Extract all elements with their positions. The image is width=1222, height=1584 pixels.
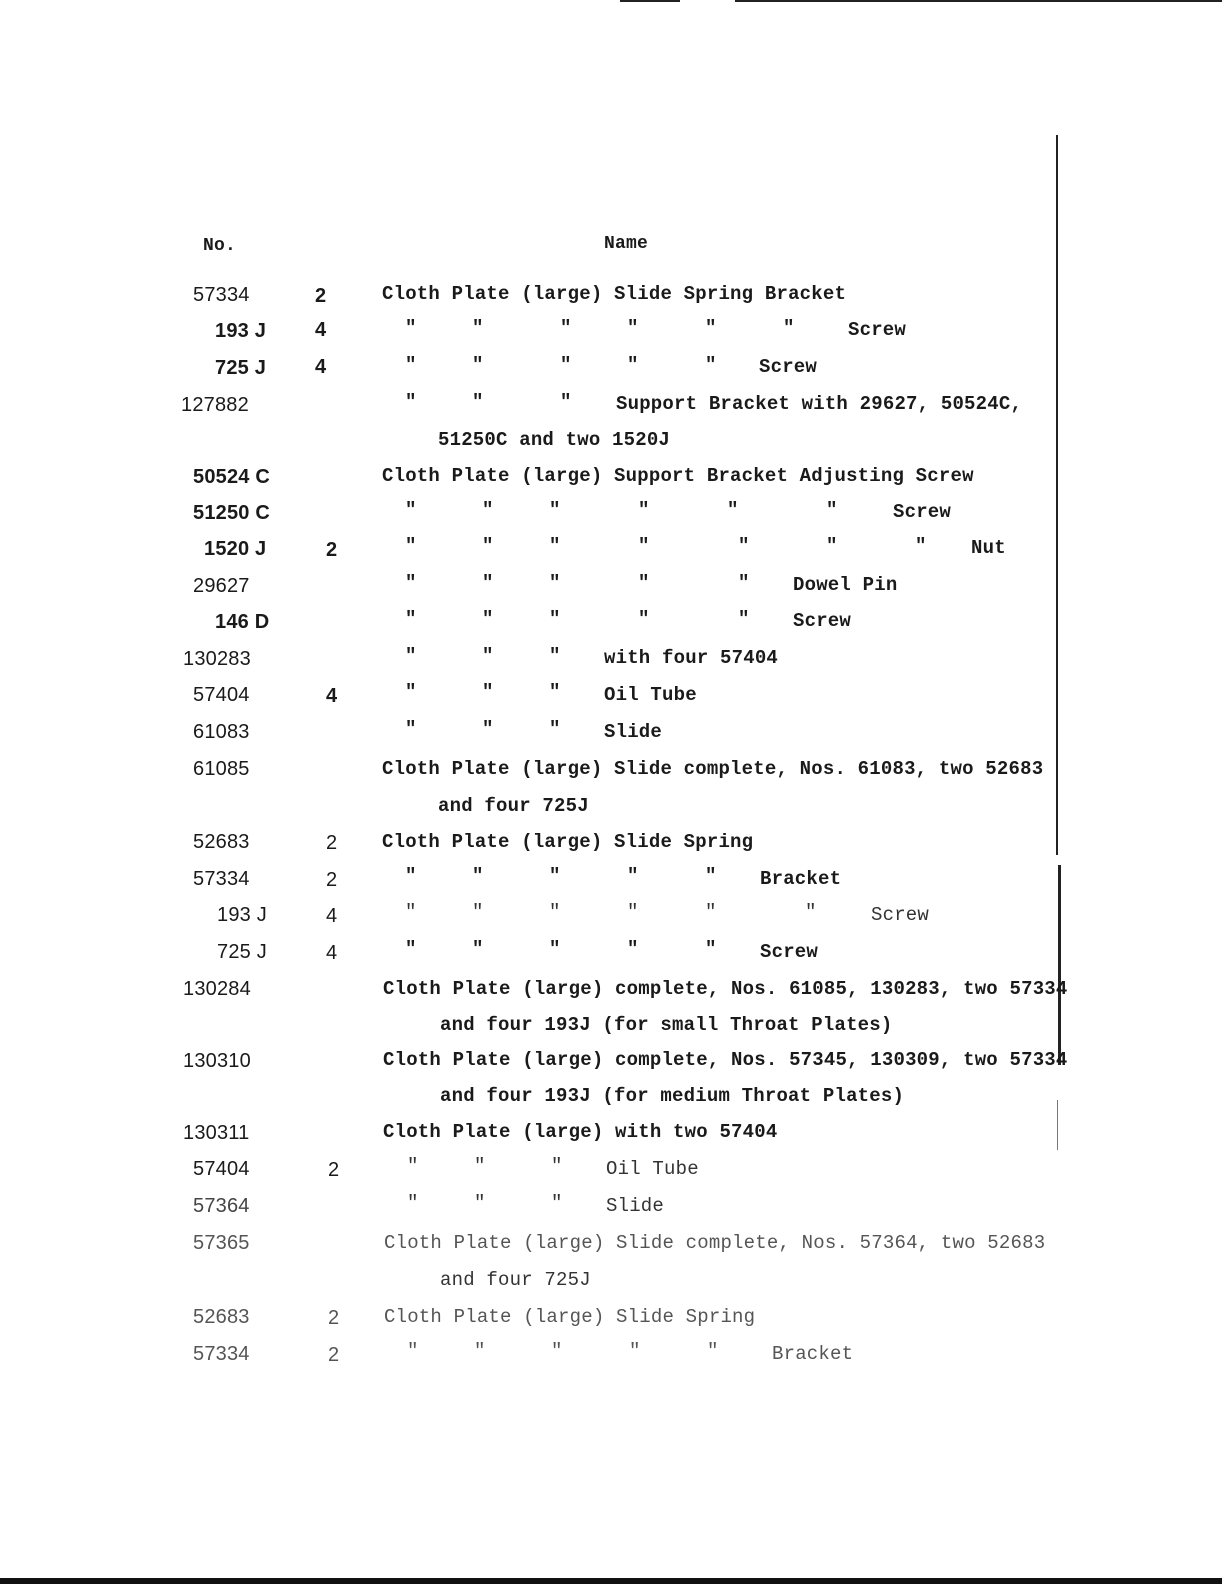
ditto-mark: "	[551, 1192, 563, 1214]
part-name-tail: Screw	[759, 356, 818, 378]
ditto-mark: "	[627, 901, 639, 923]
part-number: 57334	[193, 284, 250, 306]
part-number: 725 J	[217, 941, 267, 963]
part-number: 127882	[181, 394, 249, 416]
ditto-mark: "	[482, 681, 494, 703]
part-number: 57334	[193, 868, 250, 890]
quantity: 2	[328, 1344, 340, 1366]
quantity: 2	[315, 285, 327, 307]
ditto-mark: "	[549, 865, 561, 887]
ditto-mark: "	[549, 938, 561, 960]
part-name: Cloth Plate (large) Slide Spring	[382, 831, 754, 853]
part-number: 29627	[193, 575, 250, 597]
column-header-no: No.	[203, 236, 237, 256]
part-name-tail: Screw	[760, 941, 819, 963]
quantity: 2	[326, 539, 338, 561]
ditto-mark: "	[705, 901, 717, 923]
quantity: 4	[326, 942, 338, 964]
part-number: 57404	[193, 1158, 250, 1180]
part-number: 146 D	[215, 611, 270, 633]
quantity: 2	[326, 832, 338, 854]
ditto-mark: "	[472, 865, 484, 887]
part-name-tail: Screw	[893, 501, 952, 523]
ditto-mark: "	[707, 1340, 719, 1362]
ditto-mark: "	[826, 499, 838, 521]
ditto-mark: "	[482, 535, 494, 557]
part-number: 51250 C	[193, 502, 271, 524]
ditto-mark: "	[405, 317, 417, 339]
ditto-mark: "	[405, 718, 417, 740]
ditto-mark: "	[560, 391, 572, 413]
ditto-mark: "	[474, 1192, 486, 1214]
part-number: 57404	[193, 684, 250, 706]
ditto-mark: "	[549, 572, 561, 594]
quantity: 2	[326, 869, 338, 891]
ditto-mark: "	[407, 1192, 419, 1214]
ditto-mark: "	[783, 317, 795, 339]
ditto-mark: "	[474, 1340, 486, 1362]
ditto-mark: "	[549, 718, 561, 740]
quantity: 4	[326, 905, 338, 927]
quantity: 2	[328, 1307, 340, 1329]
part-name-tail: Nut	[971, 537, 1006, 559]
ditto-mark: "	[738, 572, 750, 594]
ditto-mark: "	[482, 499, 494, 521]
part-name: Cloth Plate (large) Slide Spring	[384, 1306, 756, 1328]
part-name: Cloth Plate (large) Support Bracket Adjusting Screw	[382, 465, 974, 487]
ditto-mark: "	[638, 572, 650, 594]
part-number: 1520 J	[204, 538, 267, 560]
part-number: 57365	[193, 1232, 250, 1254]
ditto-mark: "	[474, 1155, 486, 1177]
part-name-continuation: and four 725J	[440, 1269, 591, 1291]
part-number: 193 J	[215, 320, 267, 342]
part-name-continuation: 51250C and two 1520J	[438, 429, 671, 451]
ditto-mark: "	[727, 499, 739, 521]
ditto-mark: "	[472, 938, 484, 960]
scan-edge-line	[1058, 865, 1061, 1065]
part-name-tail: Bracket	[772, 1343, 854, 1365]
scan-artifact	[0, 1578, 1222, 1584]
ditto-mark: "	[705, 938, 717, 960]
part-name: Cloth Plate (large) complete, Nos. 61085, 130283, two 57334	[383, 978, 1068, 1000]
scan-edge-line	[1056, 135, 1058, 855]
part-name: Cloth Plate (large) Slide complete, Nos. 61083, two 52683	[382, 758, 1044, 780]
quantity: 4	[326, 685, 338, 707]
ditto-mark: "	[405, 681, 417, 703]
ditto-mark: "	[551, 1340, 563, 1362]
ditto-mark: "	[472, 354, 484, 376]
part-number: 57334	[193, 1343, 250, 1365]
scan-artifact	[735, 0, 1222, 2]
part-number: 50524 C	[193, 466, 271, 488]
part-name-tail: Screw	[871, 904, 930, 926]
ditto-mark: "	[638, 608, 650, 630]
ditto-mark: "	[705, 354, 717, 376]
quantity: 2	[328, 1159, 340, 1181]
part-number: 193 J	[217, 904, 267, 926]
ditto-mark: "	[705, 317, 717, 339]
ditto-mark: "	[405, 572, 417, 594]
ditto-mark: "	[560, 317, 572, 339]
ditto-mark: "	[549, 645, 561, 667]
part-name-tail: Dowel Pin	[793, 574, 898, 596]
ditto-mark: "	[549, 499, 561, 521]
ditto-mark: "	[627, 317, 639, 339]
quantity: 4	[315, 356, 327, 378]
part-name: Cloth Plate (large) complete, Nos. 57345, 130309, two 57334	[383, 1049, 1068, 1071]
ditto-mark: "	[705, 865, 717, 887]
scan-edge-line	[1057, 1100, 1058, 1150]
part-name-continuation: and four 193J (for small Throat Plates)	[440, 1014, 893, 1036]
ditto-mark: "	[405, 391, 417, 413]
part-name-tail: Bracket	[760, 868, 842, 890]
part-number: 52683	[193, 1306, 250, 1328]
ditto-mark: "	[407, 1155, 419, 1177]
ditto-mark: "	[405, 354, 417, 376]
column-header-name: Name	[604, 234, 649, 254]
ditto-mark: "	[738, 535, 750, 557]
part-number: 61083	[193, 721, 250, 743]
ditto-mark: "	[629, 1340, 641, 1362]
ditto-mark: "	[549, 901, 561, 923]
ditto-mark: "	[405, 938, 417, 960]
part-number: 130311	[183, 1122, 250, 1144]
part-name-tail: Slide	[604, 721, 663, 743]
part-name-tail: Screw	[793, 610, 852, 632]
ditto-mark: "	[482, 608, 494, 630]
ditto-mark: "	[405, 499, 417, 521]
part-name-tail: Screw	[848, 319, 907, 341]
ditto-mark: "	[549, 681, 561, 703]
ditto-mark: "	[405, 608, 417, 630]
part-name-tail: with four 57404	[604, 647, 779, 669]
ditto-mark: "	[915, 535, 927, 557]
part-name: Cloth Plate (large) with two 57404	[383, 1121, 778, 1143]
ditto-mark: "	[638, 535, 650, 557]
ditto-mark: "	[826, 535, 838, 557]
ditto-mark: "	[407, 1340, 419, 1362]
part-number: 57364	[193, 1195, 250, 1217]
ditto-mark: "	[472, 391, 484, 413]
part-number: 725 J	[215, 357, 267, 379]
part-number: 52683	[193, 831, 250, 853]
ditto-mark: "	[549, 535, 561, 557]
part-name-tail: Oil Tube	[606, 1158, 699, 1180]
part-name: Cloth Plate (large) Slide Spring Bracket	[382, 283, 847, 305]
part-number: 130283	[183, 648, 251, 670]
ditto-mark: "	[472, 901, 484, 923]
scan-artifact	[620, 0, 680, 2]
ditto-mark: "	[551, 1155, 563, 1177]
ditto-mark: "	[627, 865, 639, 887]
ditto-mark: "	[638, 499, 650, 521]
ditto-mark: "	[627, 354, 639, 376]
ditto-mark: "	[482, 645, 494, 667]
ditto-mark: "	[627, 938, 639, 960]
quantity: 4	[315, 319, 327, 341]
ditto-mark: "	[405, 901, 417, 923]
ditto-mark: "	[405, 865, 417, 887]
ditto-mark: "	[805, 901, 817, 923]
ditto-mark: "	[738, 608, 750, 630]
ditto-mark: "	[560, 354, 572, 376]
ditto-mark: "	[549, 608, 561, 630]
ditto-mark: "	[405, 535, 417, 557]
part-number: 61085	[193, 758, 250, 780]
ditto-mark: "	[482, 718, 494, 740]
ditto-mark: "	[482, 572, 494, 594]
ditto-mark: "	[472, 317, 484, 339]
part-name-tail: Oil Tube	[604, 684, 697, 706]
part-name: Cloth Plate (large) Slide complete, Nos. 57364, two 52683	[384, 1232, 1046, 1254]
ditto-mark: "	[405, 645, 417, 667]
part-name-tail: Support Bracket with 29627, 50524C,	[616, 393, 1023, 415]
part-number: 130284	[183, 978, 251, 1000]
part-name-continuation: and four 725J	[438, 795, 589, 817]
part-name-tail: Slide	[606, 1195, 665, 1217]
part-name-continuation: and four 193J (for medium Throat Plates)	[440, 1085, 905, 1107]
part-number: 130310	[183, 1050, 251, 1072]
